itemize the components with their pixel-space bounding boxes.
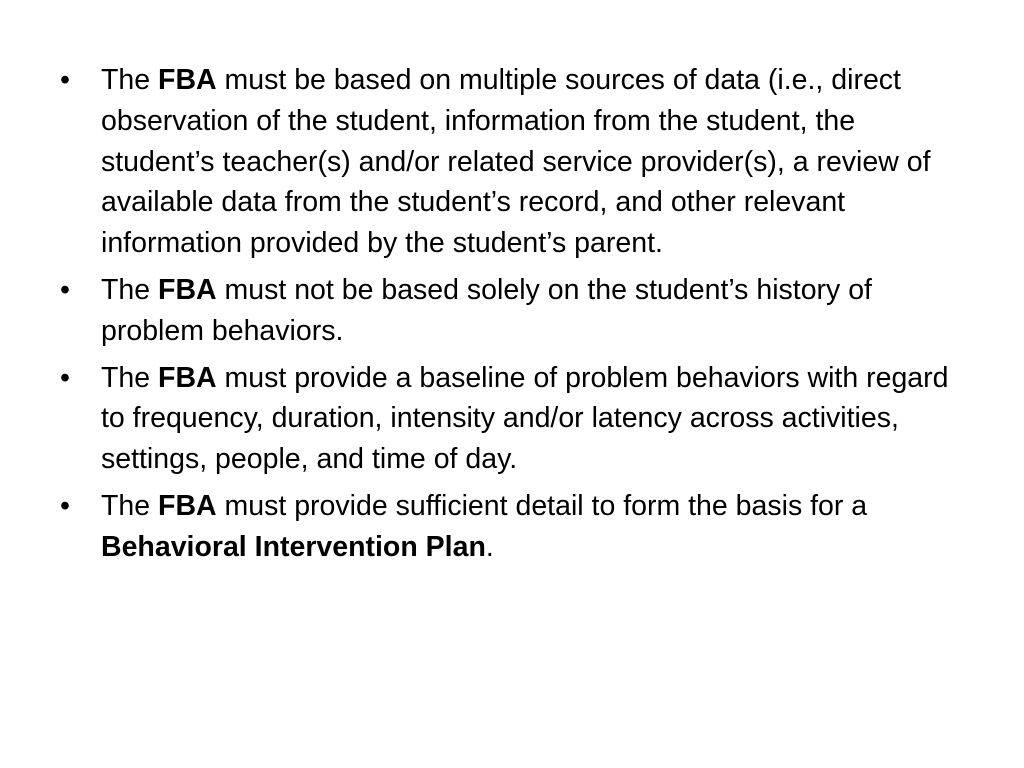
bullet-4-term: FBA [158, 489, 217, 522]
bullet-icon: • [60, 273, 70, 306]
bullet-4-suffix: . [485, 530, 494, 563]
bullet-1-term: FBA [158, 64, 217, 96]
bullet-2-term: FBA [158, 273, 217, 306]
bullet-item-1 [60, 60, 965, 264]
bullet-3-prefix: The [101, 361, 159, 394]
bullet-item-3 [60, 358, 965, 480]
bullet-item-2 [60, 270, 965, 352]
bullet-3-term: FBA [158, 361, 217, 394]
bullet-4-text: must provide sufficient detail to form the basis for a [216, 489, 868, 522]
bullet-icon: • [60, 489, 70, 522]
bullet-icon: • [60, 361, 70, 394]
bullet-2-text: must not be based solely on the student’s history of problem behaviors. [101, 273, 872, 347]
bullet-item-4 [60, 486, 965, 568]
bullet-2-prefix: The [101, 273, 159, 306]
bullet-1-prefix: The [101, 64, 159, 96]
bullet-4-prefix: The [101, 489, 159, 522]
bullet-list [60, 60, 965, 574]
bullet-icon: • [60, 64, 70, 96]
bullet-1-text: must be based on multiple sources of data (i.e., direct observation of the student, information from the student, the student’s teacher(s) and/or related service provider(s), a review of available data from the student’s record, and other relevant information provided by the student’s parent. [101, 64, 931, 260]
bullet-4-term2: Behavioral Intervention Plan [101, 530, 486, 563]
bullet-3-text: must provide a baseline of problem behaviors with regard to frequency, duration, intensity and/or latency across activities, settings, people, and time of day. [101, 361, 949, 476]
